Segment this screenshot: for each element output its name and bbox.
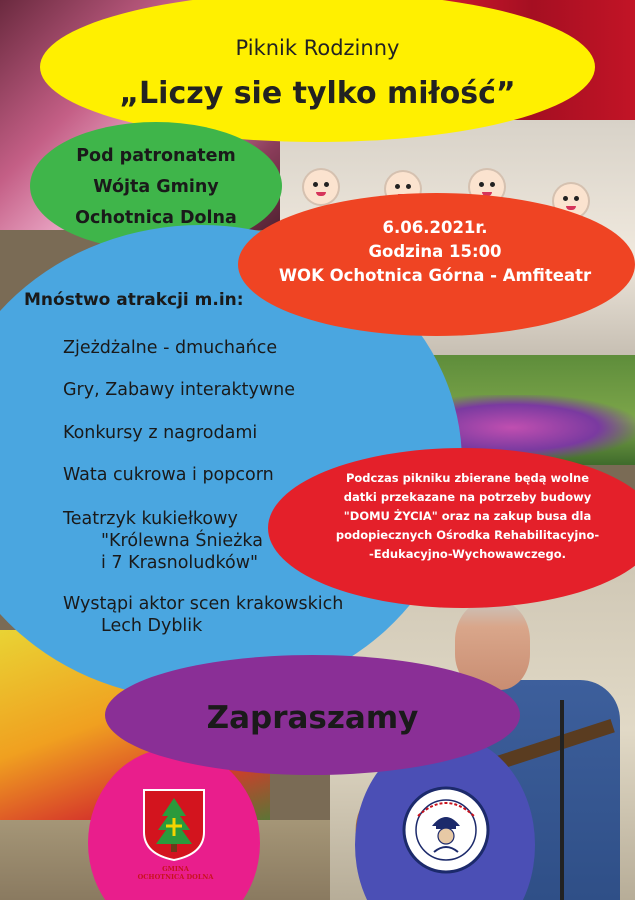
attraction-item: Wata cukrowa i popcorn bbox=[63, 465, 274, 485]
event-date: 6.06.2021r. bbox=[382, 218, 488, 237]
patronage-line: Wójta Gminy bbox=[93, 177, 219, 197]
attractions-heading: Mnóstwo atrakcji m.in: bbox=[24, 290, 244, 310]
attraction-item: Zjeżdżalne - dmuchańce bbox=[63, 338, 278, 358]
charity-line: podopiecznych Ośrodka Rehabilitacyjno- bbox=[335, 528, 600, 542]
charity-line: "DOMU ŻYCIA" oraz na zakup busa dla bbox=[343, 509, 592, 523]
culture-center-logo bbox=[402, 786, 490, 874]
charity-line: datki przekazane na potrzeby budowy bbox=[343, 490, 592, 504]
patronage-text bbox=[40, 141, 272, 234]
gmina-crest-icon bbox=[142, 788, 206, 862]
attraction-line: Wystąpi aktor scen krakowskich bbox=[63, 594, 344, 614]
event-time: Godzina 15:00 bbox=[368, 242, 502, 261]
crest-caption-line: OCHOTNICA DOLNA bbox=[137, 873, 214, 881]
charity-line: Podczas pikniku zbierane będą wolne bbox=[345, 471, 590, 485]
puppet-icon bbox=[302, 168, 340, 206]
crest-caption-line: GMINA bbox=[162, 865, 189, 873]
attraction-item: Konkursy z nagrodami bbox=[63, 423, 258, 443]
microphone-stand bbox=[560, 700, 564, 900]
page-title: „Liczy sie tylko miłość” bbox=[119, 76, 516, 111]
attraction-line: Lech Dyblik bbox=[101, 616, 203, 636]
patronage-line: Ochotnica Dolna bbox=[75, 208, 237, 228]
title-subtitle: Piknik Rodzinny bbox=[235, 36, 400, 60]
attraction-line: "Królewna Śnieżka bbox=[101, 531, 263, 551]
crest-caption bbox=[118, 865, 233, 881]
event-info bbox=[250, 216, 620, 288]
charity-notice bbox=[310, 469, 625, 564]
attraction-line: Teatrzyk kukiełkowy bbox=[63, 509, 238, 529]
attraction-item-puppet-theatre bbox=[63, 508, 263, 574]
attraction-line: i 7 Krasnoludków" bbox=[101, 553, 259, 573]
invite-heading: Zapraszamy bbox=[206, 700, 419, 736]
patronage-line: Pod patronatem bbox=[76, 146, 236, 166]
attraction-item-actor bbox=[63, 593, 343, 637]
attraction-item: Gry, Zabawy interaktywne bbox=[63, 380, 296, 400]
charity-line: -Edukacyjno-Wychowawczego. bbox=[369, 547, 566, 561]
event-venue: WOK Ochotnica Górna - Amfiteatr bbox=[278, 266, 592, 285]
